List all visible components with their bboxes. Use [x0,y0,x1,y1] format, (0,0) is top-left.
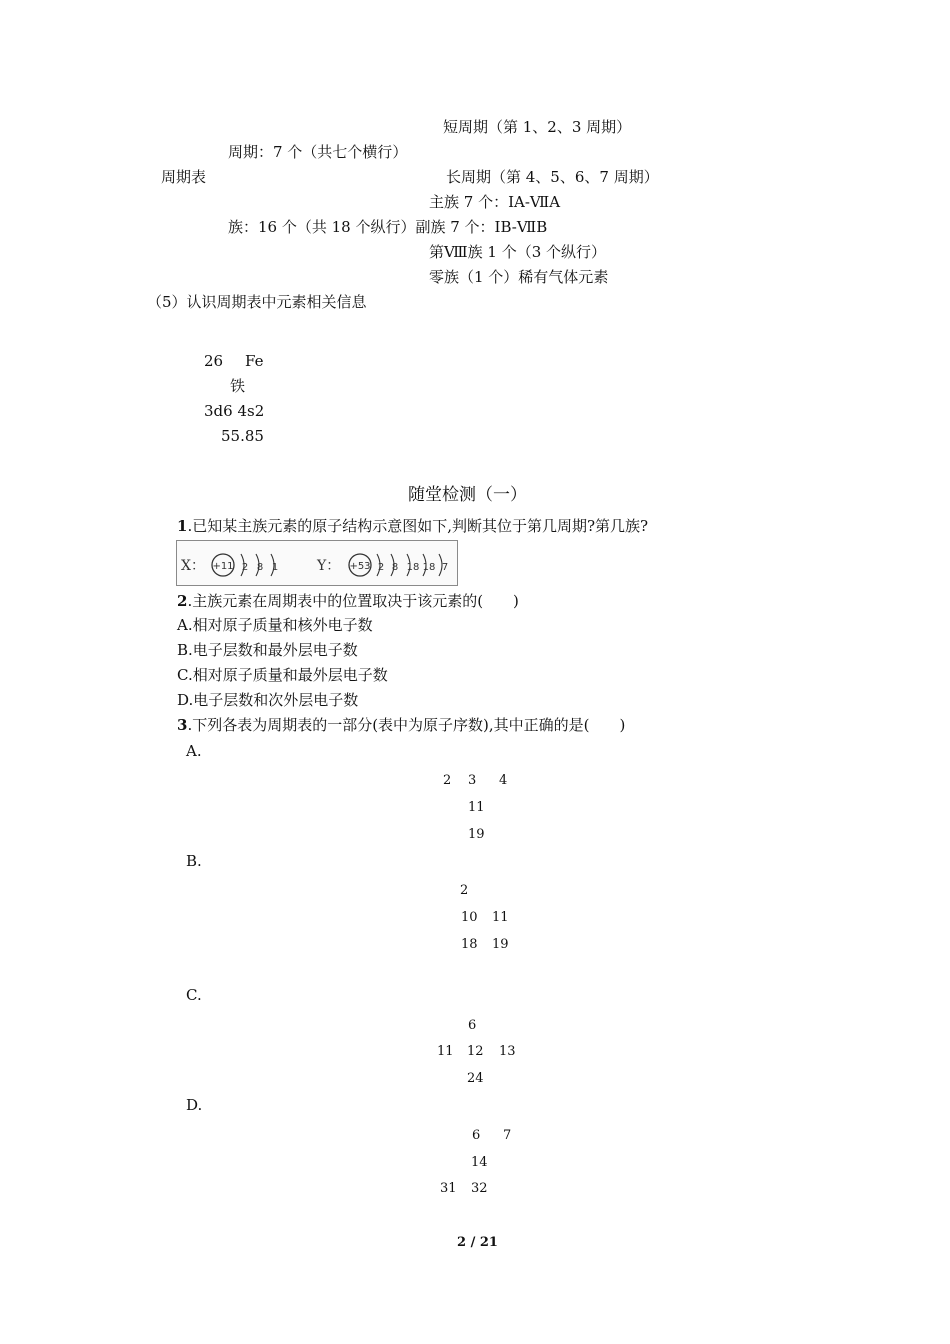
option-a-cell: 2 [443,773,452,788]
question-3-number: 3 [177,716,188,734]
element-electron-config: 3d6 4s2 [204,402,265,420]
option-b-cell: 18 [461,937,478,952]
option-a-cell: 19 [468,827,485,842]
quiz-title: 随堂检测（一） [408,485,527,505]
option-c-cell: 12 [467,1044,484,1059]
question-2-text: .主族元素在周期表中的位置取决于该元素的( ) [187,592,519,610]
group-eight-text: 第Ⅷ族 1 个（3 个纵行） [429,243,607,261]
option-d-cell: 7 [503,1128,512,1143]
option-d-cell: 14 [471,1155,488,1170]
atom-y-shell-electrons: 7 [441,562,449,573]
period-count-text: 周期：7 个（共七个横行） [228,143,408,161]
atom-x-shell-electrons: 2 [241,562,249,573]
option-c-cell: 24 [467,1071,484,1086]
question-2-option-d: D.电子层数和次外层电子数 [177,691,359,709]
option-a-cell: 3 [468,773,477,788]
question-3-option-d-label: D. [186,1096,203,1114]
option-d-cell: 32 [471,1181,488,1196]
option-b-cell: 19 [492,937,509,952]
question-1-number: 1 [177,517,188,535]
long-period-text: 长周期（第 4、5、6、7 周期） [446,168,659,186]
option-b-cell: 10 [461,910,478,925]
atom-x-shell-electrons: 8 [256,562,264,573]
element-name: 铁 [230,377,246,395]
page-number: 2 / 21 [457,1235,498,1250]
atom-y-shell-electrons: 18 [406,562,420,573]
atom-y-nucleus-charge: +53 [349,561,371,572]
section-5-heading: （5）认识周期表中元素相关信息 [147,293,367,311]
main-group-text: 主族 7 个：ⅠA-ⅦA [429,193,561,211]
option-d-cell: 6 [472,1128,481,1143]
atomic-structure-diagram [176,540,458,586]
atom-x-label: X： [181,558,205,574]
question-3-option-a-label: A. [186,742,202,760]
atom-x-nucleus-charge: +11 [212,561,234,572]
question-3-text: .下列各表为周期表的一部分(表中为原子序数),其中正确的是( ) [187,716,626,734]
atom-x-shell-electrons: 1 [271,562,279,573]
option-b-cell: 2 [460,883,469,898]
option-c-cell: 13 [499,1044,516,1059]
option-a-cell: 11 [468,800,485,815]
zero-group-text: 零族（1 个）稀有气体元素 [429,268,609,286]
periodic-table-label: 周期表 [161,168,207,186]
element-symbol: Fe [245,352,264,370]
atomic-structure-svg [177,541,457,585]
element-atomic-mass: 55.85 [221,427,264,445]
question-2-option-a: A.相对原子质量和核外电子数 [177,616,373,634]
question-2-option-c: C.相对原子质量和最外层电子数 [177,666,388,684]
atom-y-shell-electrons: 8 [391,562,399,573]
question-1-text: .已知某主族元素的原子结构示意图如下,判断其位于第几周期?第几族? [187,517,649,535]
question-2-option-b: B.电子层数和最外层电子数 [177,641,358,659]
atom-y-shell-electrons: 2 [377,562,385,573]
question-3 [177,718,625,733]
question-2 [177,594,519,609]
question-3-option-b-label: B. [186,852,202,870]
option-c-cell: 11 [437,1044,454,1059]
option-b-cell: 11 [492,910,509,925]
short-period-text: 短周期（第 1、2、3 周期） [443,118,632,136]
question-1 [177,519,648,534]
element-atomic-number: 26 [204,352,224,370]
option-c-cell: 6 [468,1018,477,1033]
group-count-text: 族：16 个（共 18 个纵行）副族 7 个：IB-ⅦB [228,218,548,236]
atom-y-shell-electrons: 18 [422,562,436,573]
option-a-cell: 4 [499,773,508,788]
question-3-option-c-label: C. [186,986,202,1004]
option-d-cell: 31 [440,1181,457,1196]
question-2-number: 2 [177,592,188,610]
atom-y-label: Y： [317,558,341,574]
